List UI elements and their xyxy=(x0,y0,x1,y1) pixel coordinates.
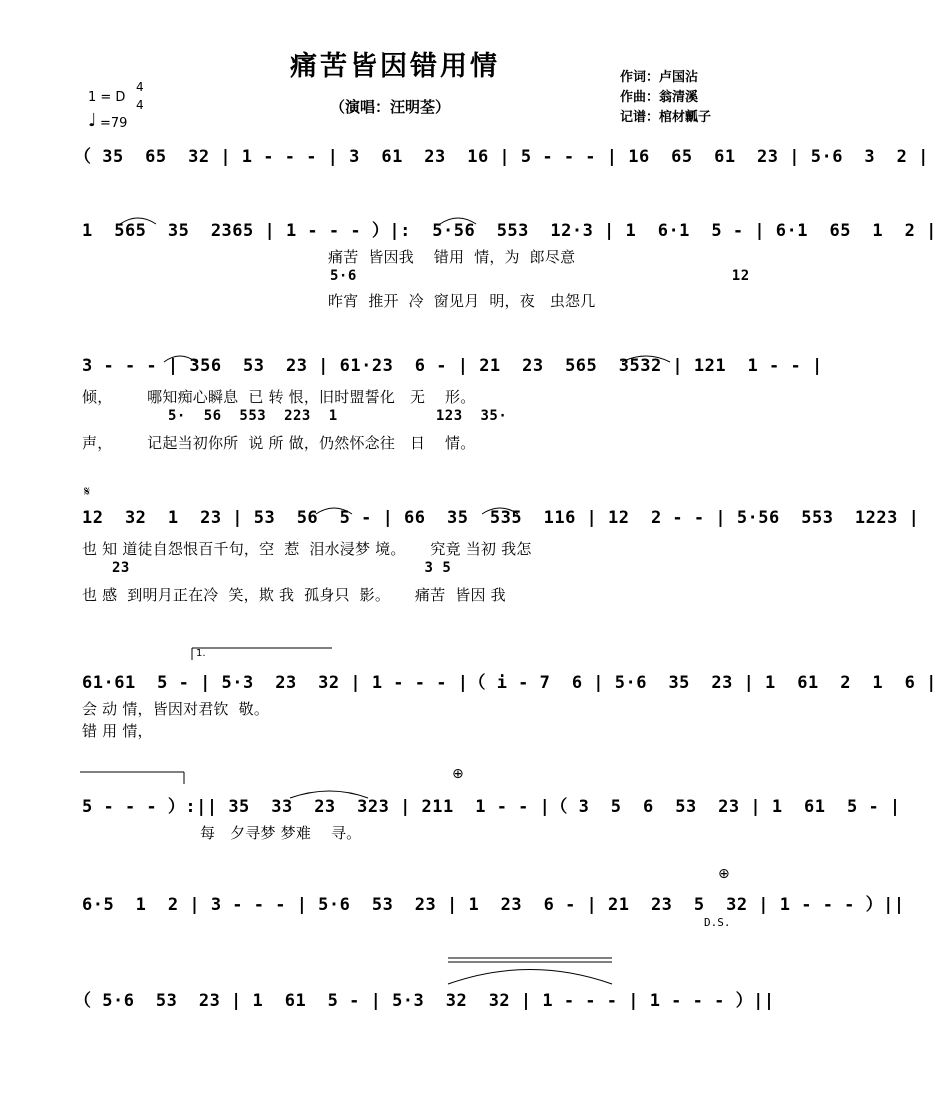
notation-system-6: 5 - - - ）:|| 35 33 23 323 | 211 1 - - |（ 3 5 6 53 23 | 1 61 5 - | xyxy=(82,797,901,817)
transcriber-credit: 记谱：棺材瓤子 xyxy=(620,110,712,125)
singer-credit: （演唱：汪明荃） xyxy=(330,98,451,116)
alt-notes-system-2: 5·6 12 xyxy=(330,268,750,284)
notation-system-7: 6·5 1 2 | 3 - - - | 5·6 53 23 | 1 23 6 - | 21 23 5 32 | 1 - - - ）|| xyxy=(82,895,905,915)
tie-arc xyxy=(448,970,612,985)
slur-7 xyxy=(290,791,368,798)
quarter-note-icon: ♩ xyxy=(88,110,97,131)
time-signature-denominator: 4 xyxy=(136,98,144,112)
slur-6 xyxy=(482,508,518,514)
notation-system-5: 61·61 5 - | 5·3 23 32 | 1 - - - |（ i - 7 6 | 5·6 35 23 | 1 61 2 1 6 | xyxy=(82,673,937,693)
slur-4 xyxy=(622,356,670,362)
lyrics-verse-1-line-4: 也 知 道徒自怨恨百千句，空 惹 泪水浸梦 境。 究竟 当初 我怎 xyxy=(82,540,532,558)
coda-icon: ⊕ xyxy=(452,766,464,782)
composer-credit: 作曲：翁清溪 xyxy=(620,90,699,105)
lyrics-verse-1-line-3: 倾， 哪知痴心瞬息 已 转 恨，旧时盟誓化 无 形。 xyxy=(82,388,476,406)
tempo-marking: =79 xyxy=(100,116,128,131)
time-signature-numerator: 4 xyxy=(136,80,144,94)
lyrics-verse-2-line-5: 错 用 情， xyxy=(82,722,153,740)
alt-notes-system-4: 23 3 5 xyxy=(112,560,452,576)
notation-system-4: 12 32 1 23 | 53 56 5 - | 66 35 535 116 | 12 2 - - | 5·56 553 1223 | xyxy=(82,508,920,528)
slur-2 xyxy=(440,218,476,224)
coda-icon-end: ⊕ xyxy=(718,866,730,882)
notation-system-8: （ 5·6 53 23 | 1 61 5 - | 5·3 32 32 | 1 - - - | 1 - - - ）|| xyxy=(74,991,775,1011)
notation-system-1: （ 35 65 32 | 1 - - - | 3 61 23 16 | 5 - - - | 16 65 61 23 | 5·6 3 2 | xyxy=(74,147,929,167)
alt-notes-system-3: 5· 56 553 223 1 123 35· xyxy=(168,408,508,424)
song-title: 痛苦皆因错用情 xyxy=(290,51,500,82)
lyrics-verse-2-line-2: 昨宵 推开 冷 窗见月 明，夜 虫怨几 xyxy=(328,292,596,310)
slur-5 xyxy=(316,508,352,514)
lyrics-verse-1-line-2: 痛苦 皆因我 错用 情，为 郎尽意 xyxy=(328,248,576,266)
notation-system-3: 3 - - - | 356 53 23 | 61·23 6 - | 21 23 565 3532 | 121 1 - - | xyxy=(82,356,823,376)
key-signature: 1 = D xyxy=(88,90,126,105)
lyrics-verse-1-line-5: 会 动 情，皆因对君钦 敬。 xyxy=(82,700,270,718)
slur-3 xyxy=(164,356,196,362)
lyrics-verse-2-line-4: 也 感 到明月正在冷 笑，欺 我 孤身只 影。 痛苦 皆因 我 xyxy=(82,586,506,604)
lyrics-verse-2-line-3: 声， 记起当初你所 说 所 做，仍然怀念往 日 情。 xyxy=(82,434,476,452)
lyricist-credit: 作词：卢国沾 xyxy=(620,70,699,85)
slur-1 xyxy=(120,218,156,224)
notation-system-2: 1 565 35 2365 | 1 - - - ）|: 5·56 553 12·3 | 1 6·1 5 - | 6·1 65 1 2 | xyxy=(82,221,937,241)
lyrics-line-6: 每 夕寻梦 梦难 寻。 xyxy=(200,824,362,842)
segno-icon: 𝄋 xyxy=(84,484,91,500)
volta-1-label: 1. xyxy=(196,648,206,659)
dal-segno-marking: D.S. xyxy=(704,916,731,929)
